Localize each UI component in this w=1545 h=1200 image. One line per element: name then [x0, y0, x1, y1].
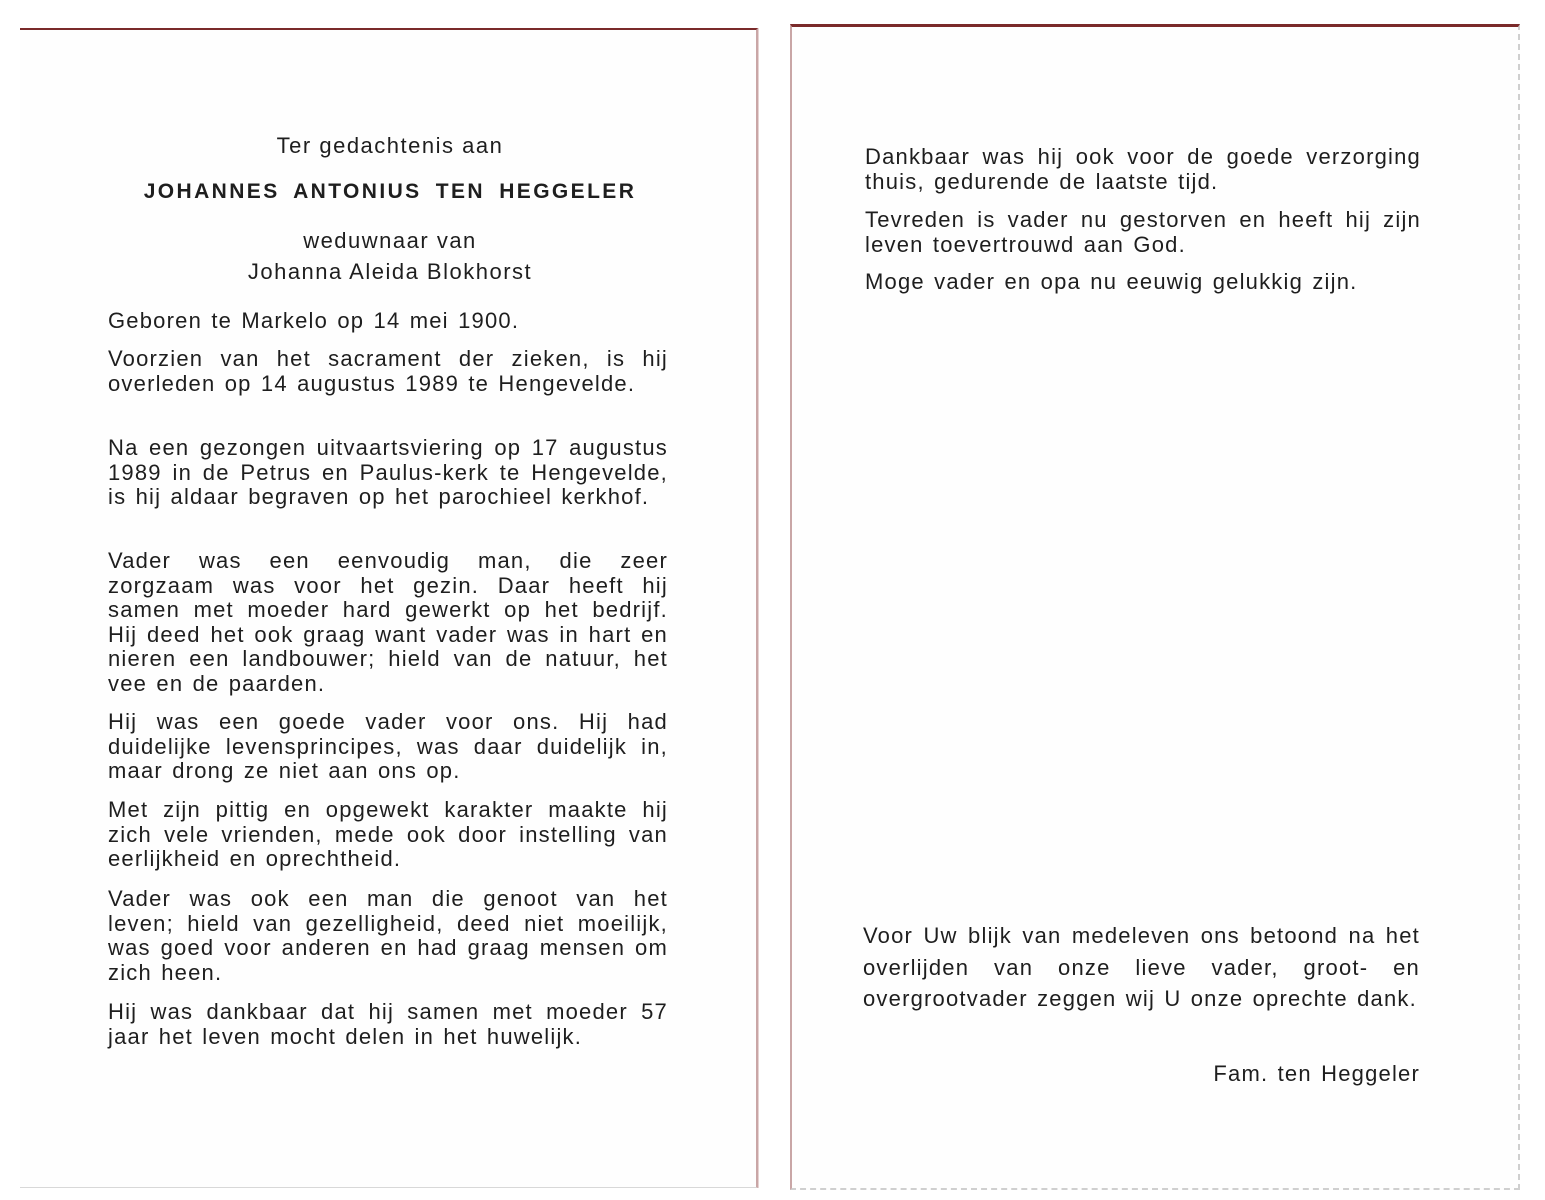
deceased-name: JOHANNES ANTONIUS TEN HEGGELER — [143, 180, 637, 203]
peace-paragraph: Tevreden is vader nu gestorven en heeft hij zijn leven toevertrouwd aan God. — [865, 207, 1421, 257]
relation-text: weduwnaar van — [303, 228, 477, 253]
family-signature: Fam. ten Heggeler — [1213, 1061, 1420, 1086]
blessing-paragraph: Moge vader en opa nu eeuwig gelukkig zijn. — [865, 269, 1358, 294]
gratitude-paragraph: Dankbaar was hij ook voor de goede verzorging thuis, gedurende de laatste tijd. — [865, 144, 1421, 194]
character-paragraph: Vader was een eenvoudig man, die zeer zorgzaam was voor het gezin. Daar heeft hij samen met moeder hard gewerkt op het bedrijf. Hij deed het ook graag want vader was in hart en nieren een landbouwer; hield van de natuur, het vee en de paarden. — [108, 548, 668, 696]
funeral-paragraph: Na een gezongen uitvaartsviering op 17 augustus 1989 in de Petrus en Paulus-kerk te Hengevelde, is hij aldaar begraven op het parochieel kerkhof. — [108, 435, 668, 509]
father-paragraph: Hij was een goede vader voor ons. Hij had duidelijke levensprincipes, was daar duidelijk in, maar drong ze niet aan ons op. — [108, 709, 668, 783]
spouse-name: Johanna Aleida Blokhorst — [247, 259, 533, 284]
right-card — [790, 24, 1520, 1190]
life-paragraph: Vader was ook een man die genoot van het leven; hield van gezelligheid, deed niet moeilijk, was goed voor anderen en had graag mensen om zich heen. — [108, 886, 668, 985]
death-paragraph: Voorzien van het sacrament der zieken, is hij overleden op 14 augustus 1989 te Hengevelde. — [108, 346, 668, 396]
thanks-paragraph: Voor Uw blijk van medeleven ons betoond na het overlijden van onze lieve vader, groot- en overgrootvader zeggen wij U onze oprechte dank. — [863, 923, 1420, 1011]
marriage-paragraph: Hij was dankbaar dat hij samen met moeder 57 jaar het leven mocht delen in het huwelijk. — [108, 999, 668, 1049]
memorial-heading: Ter gedachtenis aan — [276, 133, 504, 158]
personality-paragraph: Met zijn pittig en opgewekt karakter maakte hij zich vele vrienden, mede ook door instelling van eerlijkheid en oprechtheid. — [108, 797, 668, 871]
birth-paragraph: Geboren te Markelo op 14 mei 1900. — [108, 308, 520, 333]
